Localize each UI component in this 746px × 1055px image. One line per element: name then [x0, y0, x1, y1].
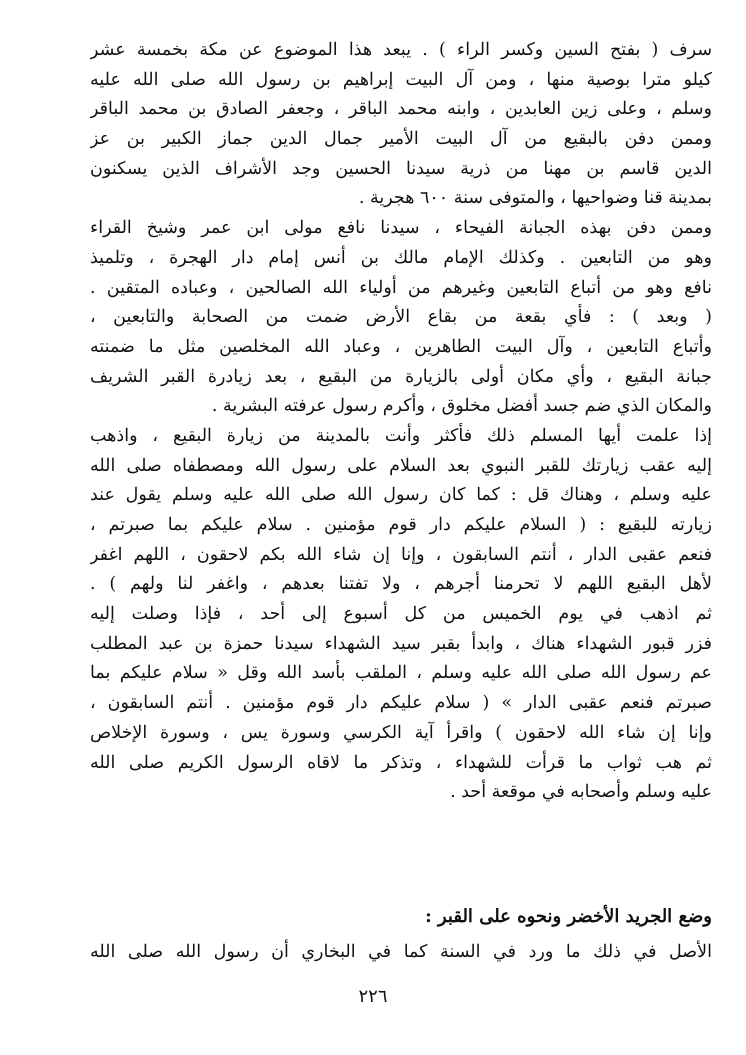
text-line: عليه وسلم وأصحابه في موقعة أحد .	[450, 782, 712, 803]
text-line: لأهل البقيع اللهم لا تحرمنا أجرهم ، ولا تفتنا بعدهم ، واغفر لنا ولهم ) .	[90, 574, 712, 595]
text-line: عليه وسلم ، وهناك قل : كما كان رسول الله صلى الله عليه وسلم يقول عند	[90, 485, 712, 506]
text-line: وممن دفن بالبقيع من آل البيت الأمير جمال الدين جماز الكبير بن عز	[90, 129, 712, 150]
text-line: وإنا إن شاء الله لاحقون ) واقرأ آية الكرسي وسورة يس ، وسورة الإخلاص	[90, 722, 712, 743]
text-line: الدين قاسم بن مهنا من ذرية سيدنا الحسين وجد الأشراف الذين يسكنون	[90, 158, 712, 179]
text-line: جبانة البقيع ، وأي مكان أولى بالزيارة من البقيع ، بعد زيادرة القبر الشريف	[90, 366, 712, 387]
text-line: فنعم عقبى الدار ، أنتم السابقون ، وإنا إن شاء الله بكم لاحقون ، اللهم اغفر	[90, 544, 712, 565]
text-line: وممن دفن بهذه الجبانة الفيحاء ، سيدنا نافع مولى ابن عمر وشيخ القراء	[90, 218, 712, 239]
text-line: صبرتم فنعم عقبى الدار » ( سلام عليكم دار قوم مؤمنين . أنتم السابقون ،	[90, 693, 712, 714]
page-number: ٢٢٦	[358, 986, 388, 1007]
text-line: زيارته للبقيع : ( السلام عليكم دار قوم مؤمنين . سلام عليكم بما صبرتم ،	[90, 515, 712, 535]
text-line: الأصل في ذلك ما ورد في السنة كما في البخاري أن رسول الله صلى الله	[90, 942, 712, 962]
text-line: وسلم ، وعلى زين العابدين ، وابنه محمد الباقر ، وجعفر الصادق بن محمد الباقر	[90, 99, 712, 120]
text-line: عم رسول الله صلى الله عليه وسلم ، الملقب بأسد الله وقل « سلام عليكم بما	[90, 663, 712, 684]
text-line: إذا علمت أيها المسلم ذلك فأكثر وأنت بالمدينة من زيارة البقيع ، واذهب	[90, 425, 712, 446]
text-line: وأتباع التابعين ، وآل البيت الطاهرين ، وعباد الله المخلصين مثل ما ضمنته	[90, 336, 712, 357]
text-line: نافع وهو من أتباع التابعين وغيرهم من أولياء الله الصالحين ، وعباده المتقين .	[90, 277, 712, 298]
text-line: والمكان الذي ضم جسد أفضل مخلوق ، وأكرم رسول عرفته البشرية .	[211, 396, 712, 417]
text-line: وهو من التابعين . وكذلك الإمام مالك بن أنس إمام دار الهجرة ، وتلميذ	[90, 247, 712, 268]
section-heading: وضع الجريد الأخضر ونحوه على القبر :	[425, 906, 712, 927]
text-line: إليه عقب زيارتك للقبر النبوي بعد السلام على رسول الله ومصطفاه صلى الله	[90, 455, 712, 476]
text-line: بمدينة قنا وضواحيها ، والمتوفى سنة ٦٠٠ هجرية .	[358, 188, 712, 209]
text-line: ثم هب ثواب ما قرأت للشهداء ، وتذكر ما لاقاه الرسول الكريم صلى الله	[90, 752, 712, 773]
section-body	[90, 938, 712, 968]
text-line: ثم اذهب في يوم الخميس من كل أسبوع إلى أحد ، فإذا وصلت إليه	[90, 604, 712, 625]
text-line: فزر قبور الشهداء هناك ، وابدأ بقبر سيد الشهداء سيدنا حمزة بن عبد المطلب	[90, 633, 712, 654]
body-text	[90, 36, 712, 808]
text-line: سرف ( بفتح السين وكسر الراء ) . يبعد هذا الموضوع عن مكة بخمسة عشر	[90, 40, 712, 60]
text-line: كيلو مترا بوصية منها ، ومن آل البيت إبراهيم بن رسول الله صلى الله عليه	[90, 69, 712, 90]
text-line: ( وبعد ) : فأي بقعة من بقاع الأرض ضمت من الصحابة والتابعين ،	[90, 307, 712, 328]
